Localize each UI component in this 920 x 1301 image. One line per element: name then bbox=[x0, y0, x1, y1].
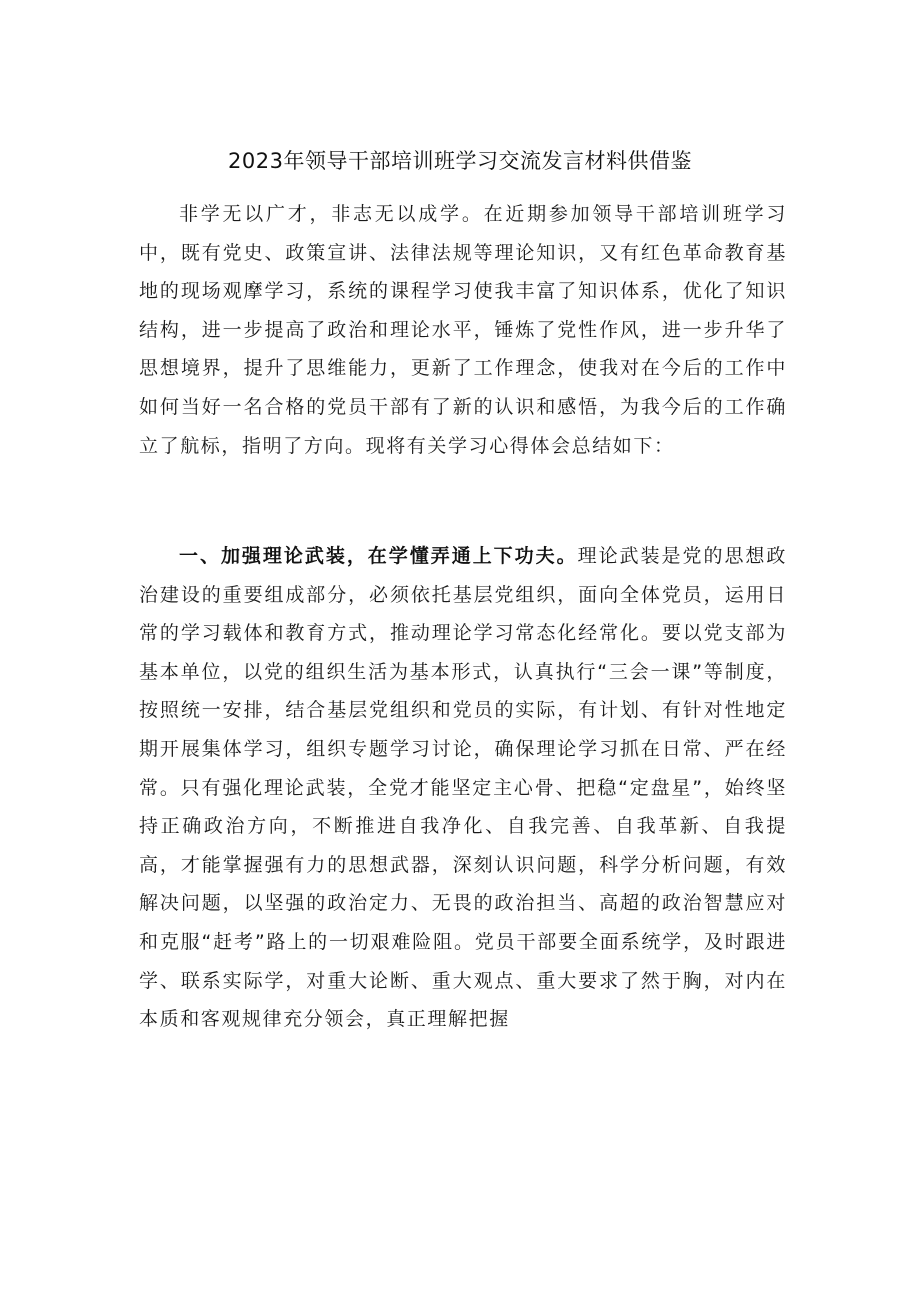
section-one-text: 理论武装是党的思想政治建设的重要组成部分，必须依托基层党组织，面向全体党员，运用日常的学习载体和教育方式，推动理论学习常态化经常化。要以党支部为基本单位，以党的组织生活为基本形式，认真执行“三会一课”等制度，按照统一安排，结合基层党组织和党员的实际，有计划、有针对性地定期开展集体学习，组织专题学习讨论，确保理论学习抓在日常、严在经常。只有强化理论武装，全党才能坚定主心骨、把稳“定盘星”，始终坚持正确政治方向，不断推进自我净化、自我完善、自我革新、自我提高，才能掌握强有力的思想武器，深刻认识问题，科学分析问题，有效解决问题，以坚强的政治定力、无畏的政治担当、高超的政治智慧应对和克服“赶考”路上的一切艰难险阻。党员干部要全面系统学，及时跟进学、联系实际学，对重大论断、重大观点、重大要求了然于胸，对内在本质和客观规律充分领会，真正理解把握 bbox=[139, 545, 787, 1031]
document-title: 2023年领导干部培训班学习交流发言材料供借鉴 bbox=[228, 149, 692, 173]
intro-paragraph bbox=[139, 195, 787, 465]
section-one-heading: 一、加强理论武装，在学懂弄通上下功夫。 bbox=[179, 545, 578, 567]
intro-paragraph-text: 非学无以广才，非志无以成学。在近期参加领导干部培训班学习中，既有党史、政策宣讲、法律法规等理论知识，又有红色革命教育基地的现场观摩学习，系统的课程学习使我丰富了知识体系，优化了知识结构，进一步提高了政治和理论水平，锤炼了党性作风，进一步升华了思想境界，提升了思维能力，更新了工作理念，使我对在今后的工作中如何当好一名合格的党员干部有了新的认识和感悟，为我今后的工作确立了航标，指明了方向。现将有关学习心得体会总结如下： bbox=[139, 203, 787, 457]
section-one-paragraph bbox=[139, 537, 787, 1039]
